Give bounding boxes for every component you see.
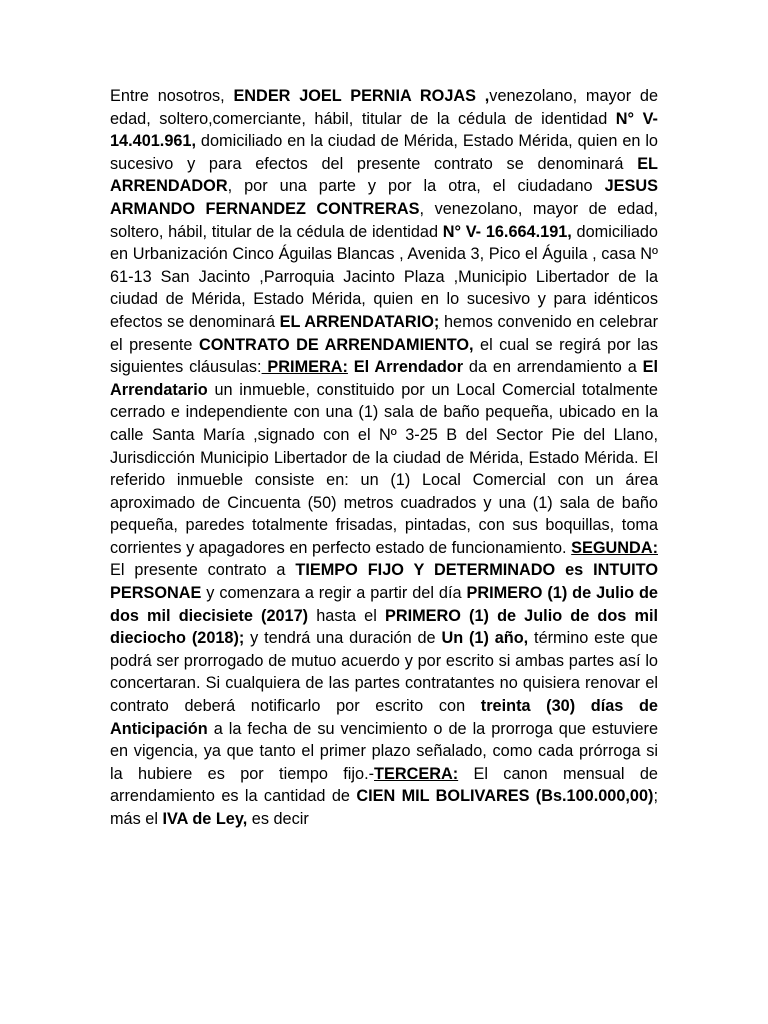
contract-paragraph bbox=[110, 85, 658, 831]
text-run: El presente contrato a bbox=[110, 561, 296, 580]
text-run-bold: TIEMPO FIJO Y DETERMINADO es INTUITO PERSONAE bbox=[110, 561, 658, 603]
text-run: , venezolano, mayor de edad, soltero, hábil, titular de la cédula de identidad bbox=[110, 199, 658, 241]
text-run: , por una parte y por la otra, el ciudadano bbox=[227, 177, 605, 196]
text-run: venezolano, mayor de edad, soltero,comerciante, hábil, titular de la cédula de identidad bbox=[110, 87, 658, 128]
contract-title: CONTRATO DE ARRENDAMIENTO, bbox=[198, 335, 474, 354]
clause-heading-segunda: SEGUNDA: bbox=[571, 538, 658, 557]
text-run: da en arrendamiento a bbox=[463, 358, 643, 377]
rent-amount: CIEN MIL BOLIVARES (Bs.100.000,00) bbox=[356, 787, 654, 806]
text-run: Entre nosotros, bbox=[110, 87, 234, 105]
end-date: PRIMERO (1) de Julio de dos mil dieciocho (2018); bbox=[110, 606, 658, 648]
text-run-bold: El Arrendador bbox=[347, 358, 464, 377]
notice-period: treinta (30) días de Anticipación bbox=[110, 697, 658, 738]
text-run: a la fecha de su vencimiento o de la prorroga que estuviere en vigencia, ya que tanto el primer plazo señalado, como cada prórroga si la hubiere es por tiempo fijo.- bbox=[110, 719, 658, 783]
text-run: el cual se regirá por las siguientes cláusulas: bbox=[110, 335, 658, 377]
clause-heading-tercera: TERCERA: bbox=[374, 764, 459, 783]
lessor-term: EL ARRENDADOR bbox=[110, 154, 658, 196]
text-run: domiciliado en Urbanización Cinco Águilas Blancas , Avenida 3, Pico el Águila , casa Nº 61-13 San Jacinto ,Parroquia Jacinto Plaza ,Municipio Libertador de la ciudad de Mérida, Estado Mérida, quien en lo sucesivo y para idénticos efectos se denominará bbox=[110, 222, 658, 331]
lessor-name: ENDER JOEL PERNIA ROJAS , bbox=[233, 87, 490, 105]
text-run: El canon mensual de arrendamiento es la cantidad de bbox=[110, 764, 658, 806]
text-run: es decir bbox=[247, 810, 309, 828]
lessee-id-number: N° V- 16.664.191, bbox=[442, 222, 572, 241]
lessee-name: JESUS ARMANDO FERNANDEZ CONTRERAS bbox=[110, 177, 658, 218]
text-run: término este que podrá ser prorrogado de mutuo acuerdo y por escrito si ambas partes así lo concertaran. Si cualquiera de las partes contratantes no quisiera renovar el contrato deberá notificarlo por escrito con bbox=[110, 629, 658, 716]
duration: Un (1) año, bbox=[441, 629, 529, 648]
text-run: ; más el bbox=[110, 787, 658, 828]
tax-term: IVA de Ley, bbox=[162, 810, 248, 828]
text-run: un inmueble, constituido por un Local Comercial totalmente cerrado e independiente con una (1) sala de baño pequeña, ubicado en la calle Santa María ,signado con el Nº 3-25 B del Sector Pie del Llano, Jurisdicción Municipio Libertador de la ciudad de Mérida, Estado Mérida. El referido inmueble consiste en: un (1) Local Comercial con un área aproximado de Cincuenta (50) metros cuadrados y una (1) sala de baño pequeña, paredes totalmente frisadas, pintadas, con sus boquillas, toma corrientes y apagadores en perfecto estado de funcionamiento. bbox=[110, 380, 658, 557]
text-run: hasta el bbox=[308, 606, 385, 625]
text-run: y comenzara a regir a partir del día bbox=[201, 584, 467, 603]
text-run-bold: El Arrendatario bbox=[110, 358, 658, 399]
lessor-id-number: N° V-14.401.961, bbox=[110, 109, 658, 151]
lessee-term: EL ARRENDATARIO bbox=[279, 312, 434, 331]
clause-heading-primera: PRIMERA: bbox=[261, 358, 348, 377]
text-run: hemos convenido en celebrar el presente bbox=[110, 312, 658, 354]
text-run: y tendrá una duración de bbox=[244, 629, 442, 648]
start-date: PRIMERO (1) de Julio de dos mil diecisiete (2017) bbox=[110, 584, 658, 625]
text-run: domiciliado en la ciudad de Mérida, Estado Mérida, quien en lo sucesivo y para efectos del presente contrato se denominará bbox=[110, 132, 658, 173]
text-run-underlined: ; bbox=[433, 312, 440, 331]
